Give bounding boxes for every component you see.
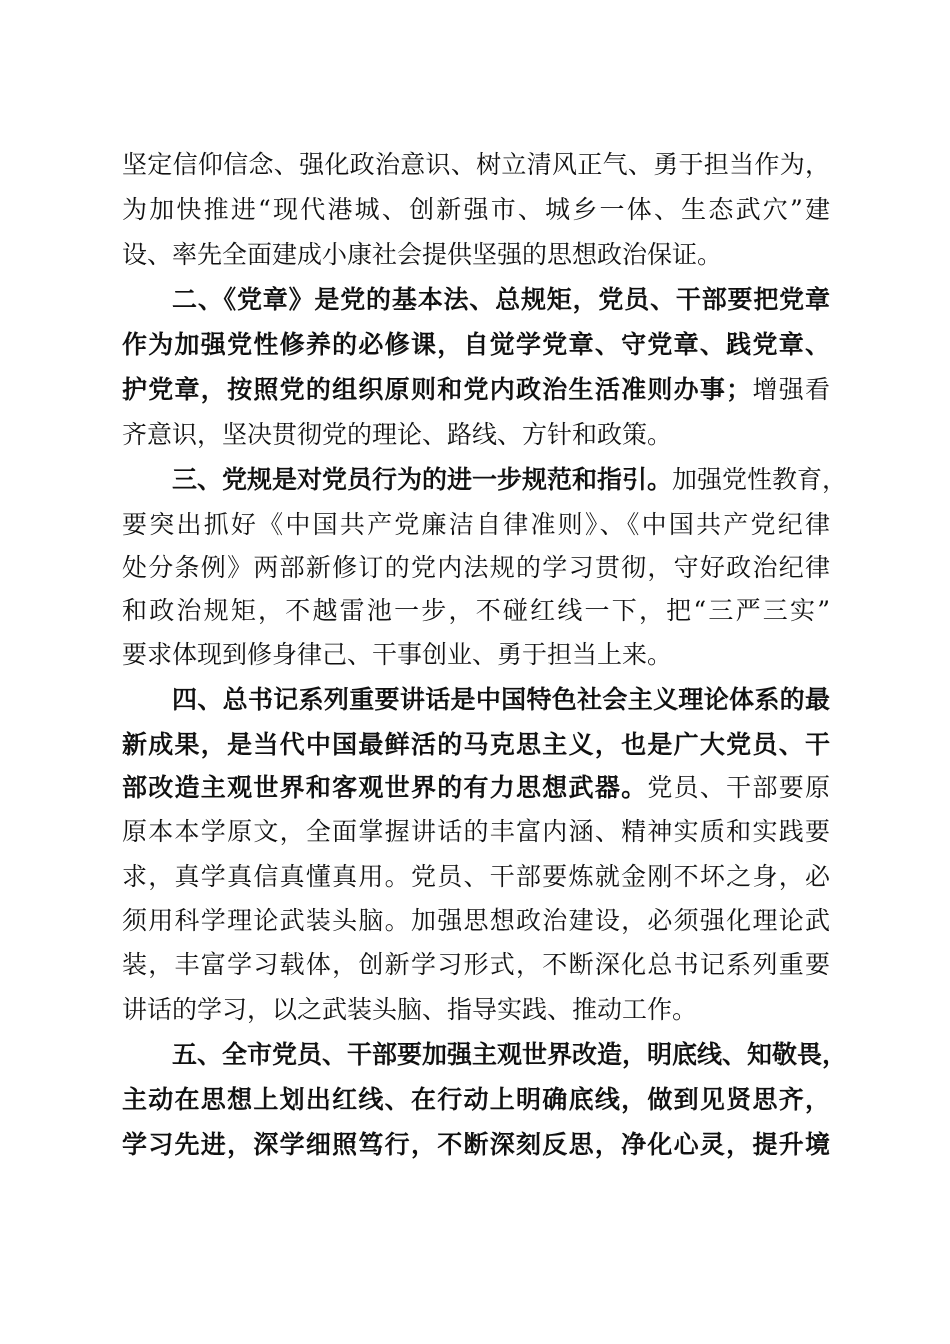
paragraph-2-line-3	[122, 375, 830, 405]
paragraph-4-line-8: 讲话的学习，以之武装头脑、指导实践、推动工作。	[122, 995, 698, 1024]
paragraph-4-line-3-bold: 部改造主观世界和客观世界的有力思想武器。	[122, 773, 648, 802]
paragraph-4-line-3	[122, 773, 830, 803]
paragraph-3-line-1-bold: 三、党规是对党员行为的进一步规范和指引。	[172, 465, 673, 494]
paragraph-5-line-3: 学习先进，深学细照笃行，不断深刻反思，净化心灵，提升境	[122, 1130, 830, 1159]
paragraph-5-line-2: 主动在思想上划出红线、在行动上明确底线，做到见贤思齐，	[122, 1085, 830, 1114]
paragraph-3-line-1-normal: 加强党性教育，	[672, 465, 848, 494]
paragraph-4-line-6: 须用科学理论武装头脑。加强思想政治建设，必须强化理论武	[122, 906, 830, 935]
paragraph-4-line-3-normal: 党员、干部要原	[647, 773, 830, 802]
paragraph-2-line-3-normal: 增强看	[751, 375, 830, 404]
paragraph-3-line-4: 和政治规矩，不越雷池一步，不碰红线一下，把“三严三实”	[122, 596, 830, 625]
paragraph-1-line-2: 为加快推进“现代港城、创新强市、城乡一体、生态武穴”建	[122, 195, 830, 224]
paragraph-4-line-7: 装，丰富学习载体，创新学习形式，不断深化总书记系列重要	[122, 950, 830, 979]
paragraph-5-line-1: 五、全市党员、干部要加强主观世界改造，明底线、知敬畏，	[172, 1040, 848, 1069]
paragraph-1-line-3: 设、率先全面建成小康社会提供坚强的思想政治保证。	[122, 240, 723, 269]
paragraph-2-line-2: 作为加强党性修养的必修课，自觉学党章、守党章、践党章、	[122, 330, 830, 359]
paragraph-3-line-1	[172, 465, 848, 495]
paragraph-3-line-3: 处分条例》两部新修订的党内法规的学习贯彻，守好政治纪律	[122, 553, 830, 582]
paragraph-2-line-3-bold: 护党章，按照党的组织原则和党内政治生活准则办事；	[122, 375, 752, 404]
paragraph-4-line-1: 四、总书记系列重要讲话是中国特色社会主义理论体系的最	[172, 685, 830, 714]
paragraph-4-line-4: 原本本学原文，全面掌握讲话的丰富内涵、精神实质和实践要	[122, 817, 830, 846]
paragraph-3-line-5: 要求体现到修身律己、干事创业、勇于担当上来。	[122, 640, 673, 669]
paragraph-3-line-2: 要突出抓好《中国共产党廉洁自律准则》、《中国共产党纪律	[122, 510, 830, 539]
paragraph-4-line-5: 求，真学真信真懂真用。党员、干部要炼就金刚不坏之身，必	[122, 862, 830, 891]
paragraph-1-line-1: 坚定信仰信念、强化政治意识、树立清风正气、勇于担当作为，	[122, 150, 830, 179]
paragraph-4-line-2: 新成果，是当代中国最鲜活的马克思主义，也是广大党员、干	[122, 730, 830, 759]
paragraph-2-line-1: 二、《党章》是党的基本法、总规矩，党员、干部要把党章	[172, 285, 830, 314]
paragraph-2-line-4: 齐意识，坚决贯彻党的理论、路线、方针和政策。	[122, 420, 673, 449]
